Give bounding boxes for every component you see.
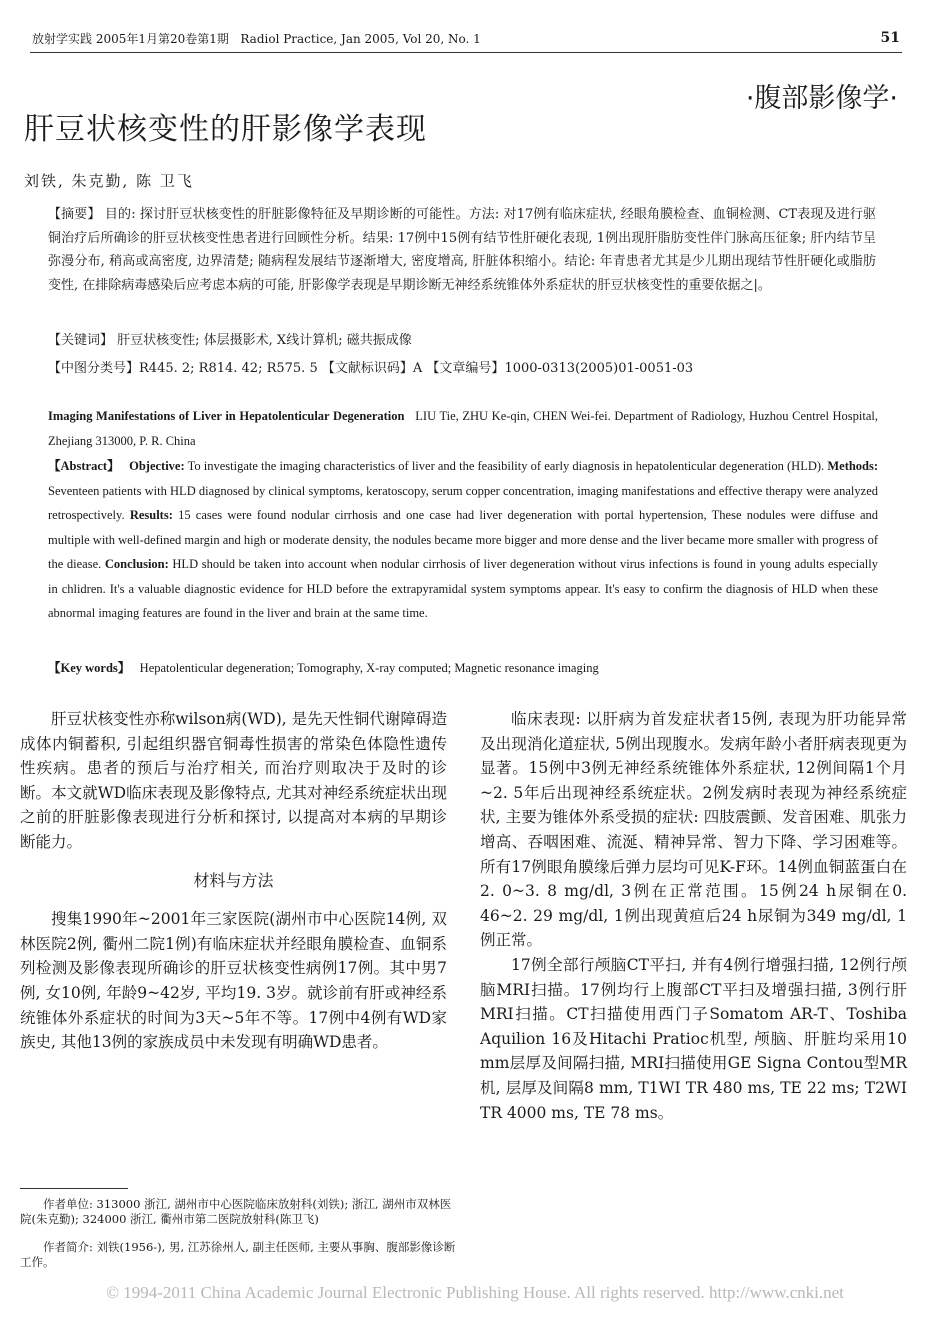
conclusion-text: HLD should be taken into account when nodular cirrhosis of liver degeneration without virus infections is found in young adults especially in chlidren. It's a valuable diagnostic evidence for HLD before the extrapyramidal system symptoms appear. It's easy to confirm the diagnosis of HLD when these abnormal imaging features are found in the liver and brain at the same time. xyxy=(48,557,878,620)
journal-cn: 放射学实践 2005年1月第20卷第1期 xyxy=(32,32,229,46)
doc-code-value: A xyxy=(412,361,423,376)
en-abstract xyxy=(48,454,878,626)
article-id-value: 1000-0313(2005)01-0051-03 xyxy=(504,361,694,376)
authors: 刘铁, 朱克勤, 陈 卫飞 xyxy=(24,172,194,190)
cn-abstract-tag: 【摘要】 xyxy=(48,207,101,222)
methods-text: Seventeen patients with HLD diagnosed by clinical symptoms, keratoscopy, serum copper concentration, imaging manifestations and effective therapy were analyzed retrospectively. xyxy=(48,483,878,522)
en-keywords-text: Hepatolenticular degeneration; Tomography, X-ray computed; Magnetic resonance imaging xyxy=(139,661,599,675)
doc-code-tag: 【文献标识码】 xyxy=(321,361,413,376)
clc-value: R445. 2; R814. 42; R575. 5 xyxy=(139,361,318,376)
en-authors-affiliation: LIU Tie, ZHU Ke-qin, CHEN Wei-fei. Department of Radiology, Huzhou Centrel Hospital, Zhejiang 313000, P. R. China xyxy=(48,409,878,448)
results-text: 15 cases were found nodular cirrhosis and one case had liver degeneration with portal hypertension, These nodules were diffuse and multiple with well-defined margin and high or moderate density, the nodules became more bigger and more dense and the liver became more smaller with progress of the diease. xyxy=(48,508,879,571)
en-title: Imaging Manifestations of Liver in Hepatolenticular Degeneration xyxy=(48,409,405,423)
running-header xyxy=(32,30,481,47)
results-label: Results: xyxy=(129,508,173,522)
en-keywords xyxy=(48,656,878,681)
objective-label: Objective: xyxy=(129,459,185,473)
cn-keywords xyxy=(48,329,876,348)
en-abstract-tag: 【Abstract】 xyxy=(48,459,120,473)
footnote-rule xyxy=(20,1188,128,1189)
article-id-tag: 【文章编号】 xyxy=(426,361,505,376)
body-right-column xyxy=(480,707,907,1125)
article-title: 肝豆状核变性的肝影像学表现 xyxy=(24,112,427,147)
clc-tag: 【中图分类号】 xyxy=(48,361,140,376)
cn-abstract xyxy=(48,203,876,298)
footnote-bio: 作者简介: 刘铁(1956-), 男, 江苏徐州人, 副主任医师, 主要从事胸、腹部影像诊断工作。 xyxy=(20,1240,456,1269)
copyright-watermark: © 1994-2011 China Academic Journal Electronic Publishing House. All rights reserved. http://www.cnki.net xyxy=(106,1283,844,1302)
cn-classification xyxy=(48,357,876,376)
journal-en: Radiol Practice, Jan 2005, Vol 20, No. 1 xyxy=(240,32,481,46)
methods-label: Methods: xyxy=(827,459,879,473)
imaging-paragraph: 17例全部行颅脑CT平扫, 并有4例行增强扫描, 12例行颅脑MRI扫描。17例均行上腹部CT平扫及增强扫描, 3例行肝MRI扫描。CT扫描使用西门子Somatom AR-T、Toshiba Aquilion 16及Hitachi Pratioc机型, 颅脑、肝脏均采用10 mm层厚及间隔扫描, MRI扫描使用GE Signa Contou型MR机, 层厚及间隔8 mm, T1WI TR 480 ms, TE 22 ms; T2WI TR 4000 ms, TE 78 ms。 xyxy=(480,955,907,1122)
intro-paragraph: 肝豆状核变性亦称wilson病(WD), 是先天性铜代谢障碍造成体内铜蓄积, 引起组织器官铜毒性损害的常染色体隐性遗传性疾病。患者的预后与治疗相关, 而治疗则取决于及时的诊断。本文就WD临床表现及影像特点, 尤其对神经系统症状出现之前的肝脏影像表现进行分析和探讨, 以提高对本病的早期诊断能力。 xyxy=(20,710,447,851)
cn-keywords-text: 肝豆状核变性; 体层摄影术, X线计算机; 磁共振成像 xyxy=(117,333,412,348)
cn-abstract-text: 目的: 探讨肝豆状核变性的肝脏影像特征及早期诊断的可能性。方法: 对17例有临床症状, 经眼角膜检查、血铜检测、CT表现及进行驱铜治疗后所确诊的肝豆状核变性患者进行回顾性分析。结果: 17例中15例有结节性肝硬化表现, 1例出现肝脂肪变性伴门脉高压征象; 肝内结节呈弥漫分布, 稍高或高密度, 边界清楚; 随病程发展结节逐渐增大, 密度增高, 肝脏体积缩小。结论: 年青患者尤其是少儿期出现结节性肝硬化或脂肪变性, 在排除病毒感染后应考虑本病的可能, 肝影像学表现是早期诊断无神经系统锥体外系症状的肝豆状核变性的重要依据之|。 xyxy=(48,207,877,294)
header-rule xyxy=(30,52,902,53)
methods-heading: 材料与方法 xyxy=(193,870,274,890)
page-number: 51 xyxy=(880,30,900,46)
en-title-block xyxy=(48,404,878,453)
en-keywords-tag: 【Key words】 xyxy=(48,661,131,675)
cn-keywords-tag: 【关键词】 xyxy=(48,333,114,348)
objective-text: To investigate the imaging characteristics of liver and the feasibility of early diagnosis in hepatolenticular degeneration (HLD). xyxy=(187,459,825,473)
body-left-column xyxy=(20,707,447,1055)
clinical-paragraph: 临床表现: 以肝病为首发症状者15例, 表现为肝功能异常及出现消化道症状, 5例出现腹水。发病年龄小者肝病表现更为显著。15例中3例无神经系统锥体外系症状, 12例间隔1个月~2. 5年后出现神经系统症状。2例发病时表现为神经系统症状, 主要为锥体外系受损的症状: 四肢震颤、发音困难、肌张力增高、吞咽困难、流涎、精神异常、智力下降、学习困难等。所有17例眼角膜缘后弹力层均可见K-F环。14例血铜蓝蛋白在2. 0~3. 8 mg/dl, 3例在正常范围。15例24 h尿铜在0. 46~2. 29 mg/dl, 1例出现黄疸后24 h尿铜为349 mg/dl, 1例正常。 xyxy=(480,710,907,950)
methods-paragraph: 搜集1990年~2001年三家医院(湖州市中心医院14例, 双林医院2例, 衢州二院1例)有临床症状并经眼角膜检查、血铜系列检测及影像表现所确诊的肝豆状核变性病例17例。其中男7例, 女10例, 年龄9~42岁, 平均19. 3岁。就诊前有肝或神经系统锥体外系症状的时间为3天~5年不等。17例中4例有WD家族史, 其他13例的家族成员中未发现有明确WD患者。 xyxy=(20,910,447,1052)
conclusion-label: Conclusion: xyxy=(104,557,169,571)
footnote-affiliation: 作者单位: 313000 浙江, 湖州市中心医院临床放射科(刘铁); 浙江, 湖州市双林医院(朱克勤); 324000 浙江, 衢州市第二医院放射科(陈卫飞) xyxy=(20,1197,452,1226)
section-label: ·腹部影像学· xyxy=(745,83,898,114)
